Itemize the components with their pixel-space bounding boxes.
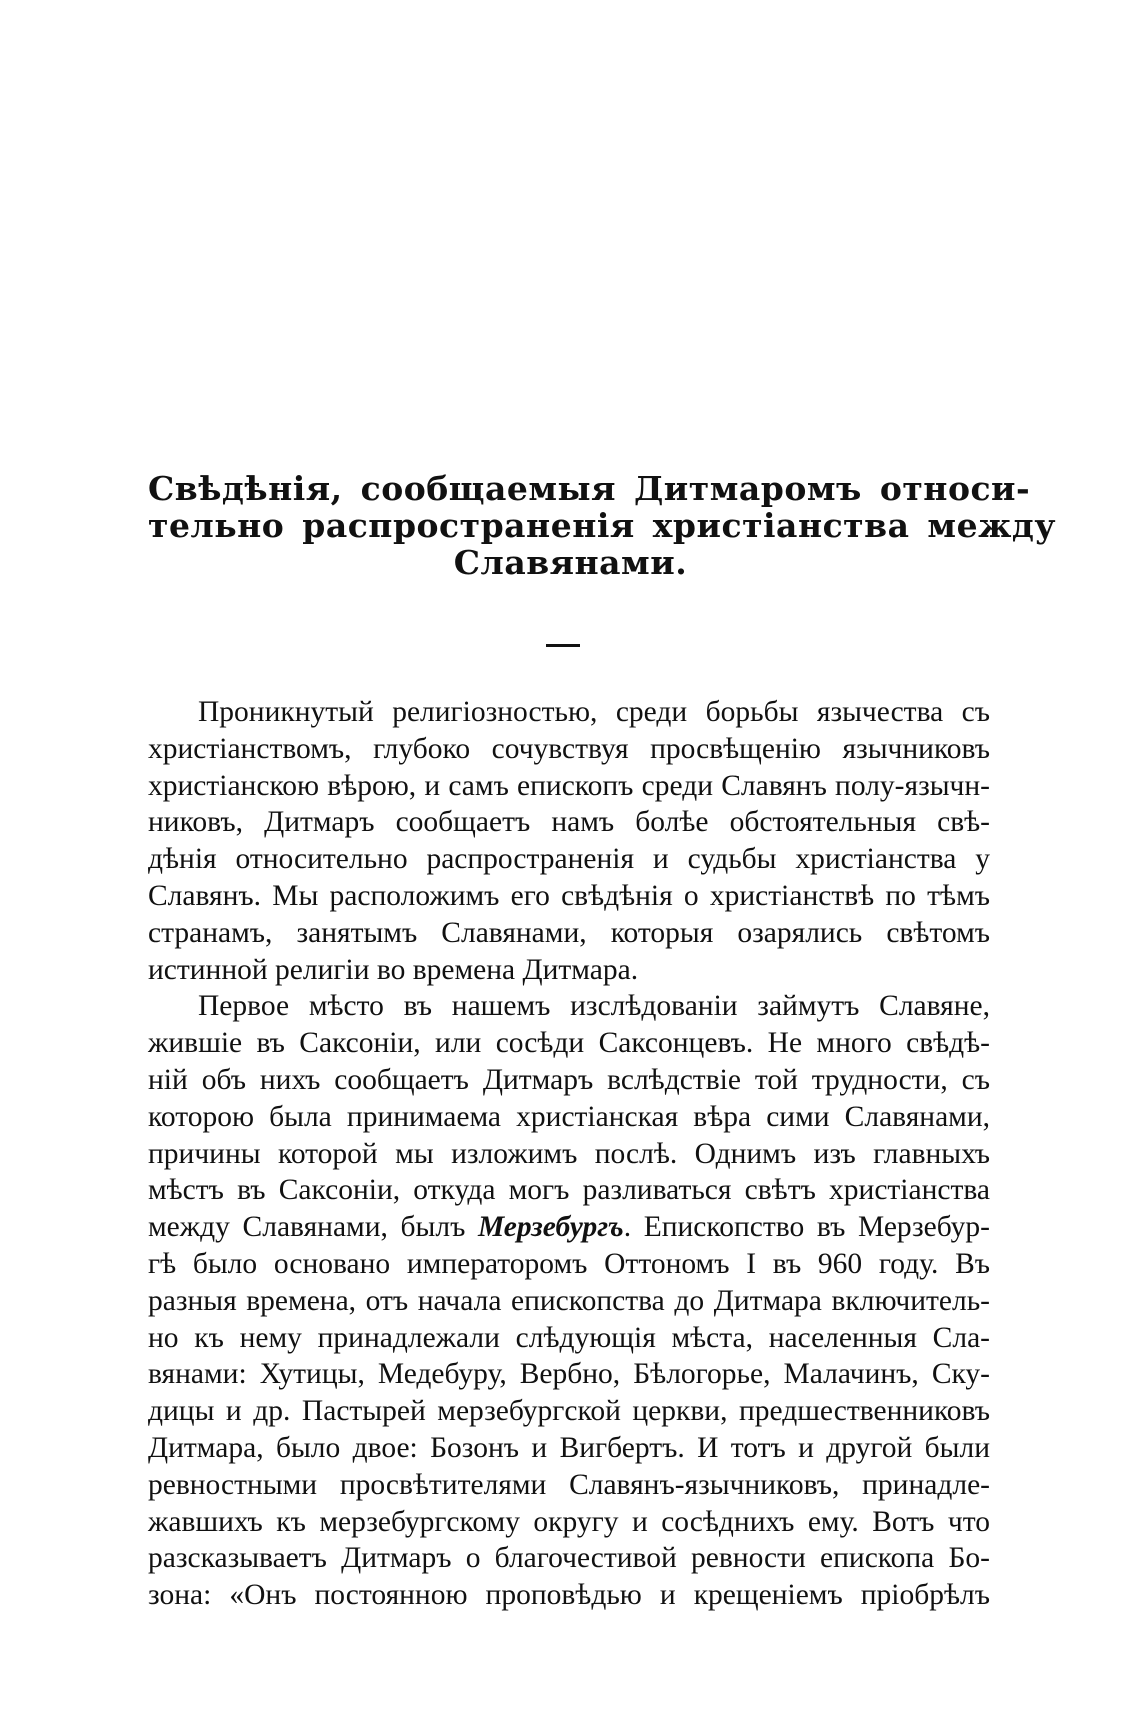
text-line: которою была принимаема христіанская вѣра сими Славянами,: [148, 1100, 990, 1133]
text-line: христіанскою вѣрою, и самъ епископъ среди Славянъ полу-язычн-: [148, 769, 990, 802]
text-line: ревностными просвѣтителями Славянъ-язычниковъ, принадле-: [148, 1468, 990, 1501]
body-text: [148, 694, 990, 1614]
text-line: вянами: Хутицы, Медебуру, Вербно, Бѣлогорье, Малачинъ, Ску-: [148, 1358, 990, 1391]
text-line: жавшихъ къ мерзебургскому округу и сосѣднихъ ему. Вотъ что: [148, 1505, 990, 1538]
text-line: но къ нему принадлежали слѣдующія мѣста, населенныя Сла-: [148, 1321, 990, 1354]
text-line: разныя времена, отъ начала епископства до Дитмара включитель-: [148, 1284, 990, 1317]
text-line: жившіе въ Саксоніи, или сосѣди Саксонцевъ. Не много свѣдѣ-: [148, 1027, 990, 1060]
italic-place-name: Мерзебургъ: [477, 1211, 624, 1244]
text-segment: . Епископство въ Мерзебур-: [623, 1211, 990, 1244]
text-line: странамъ, занятымъ Славянами, которыя озарялись свѣтомъ: [148, 916, 990, 949]
text-line: Первое мѣсто въ нашемъ изслѣдованіи займутъ Славяне,: [198, 990, 990, 1023]
text-line: Проникнутый религіозностью, среди борьбы язычества съ: [198, 696, 990, 728]
heading-line: Свѣдѣнія, сообщаемыя Дитмаромъ относи-: [148, 469, 1031, 508]
text-line: гѣ было основано императоромъ Оттономъ I въ 960 году. Въ: [148, 1247, 990, 1280]
text-line: Дитмара, было двое: Бозонъ и Вигбертъ. И тотъ и другой были: [148, 1431, 990, 1464]
text-line: мѣстъ въ Саксоніи, откуда могъ разливаться свѣтъ христіанства: [148, 1174, 990, 1207]
text-line: ній объ нихъ сообщаетъ Дитмаръ вслѣдствіе той трудности, съ: [148, 1063, 990, 1096]
heading-line: Славянами.: [453, 542, 688, 582]
text-line: разсказываетъ Дитмаръ о благочестивой ревности епископа Бо-: [148, 1542, 990, 1575]
text-segment: между Славянами, былъ: [148, 1211, 478, 1244]
text-line: зона: «Онъ постоянною проповѣдью и крещеніемъ пріобрѣлъ: [148, 1579, 990, 1612]
text-line: причины которой мы изложимъ послѣ. Однимъ изъ главныхъ: [148, 1137, 990, 1170]
text-line: Славянъ. Мы расположимъ его свѣдѣнія о христіанствѣ по тѣмъ: [148, 879, 990, 912]
text-line: никовъ, Дитмаръ сообщаетъ намъ болѣе обстоятельныя свѣ-: [148, 806, 990, 839]
text-line: дицы и др. Пастырей мерзебургской церкви, предшественниковъ: [148, 1395, 990, 1428]
text-line-merseburg: [148, 1209, 990, 1246]
heading-line: тельно распространенія христіанства между: [148, 505, 1057, 545]
section-divider: [546, 644, 580, 647]
chapter-heading: [148, 462, 1057, 582]
text-line: дѣнія относительно распространенія и судьбы христіанства у: [148, 843, 990, 876]
text-line: истинной религіи во времена Дитмара.: [148, 953, 639, 986]
text-line: христіанствомъ, глубоко сочувствуя просвѣщенію язычниковъ: [148, 732, 990, 765]
